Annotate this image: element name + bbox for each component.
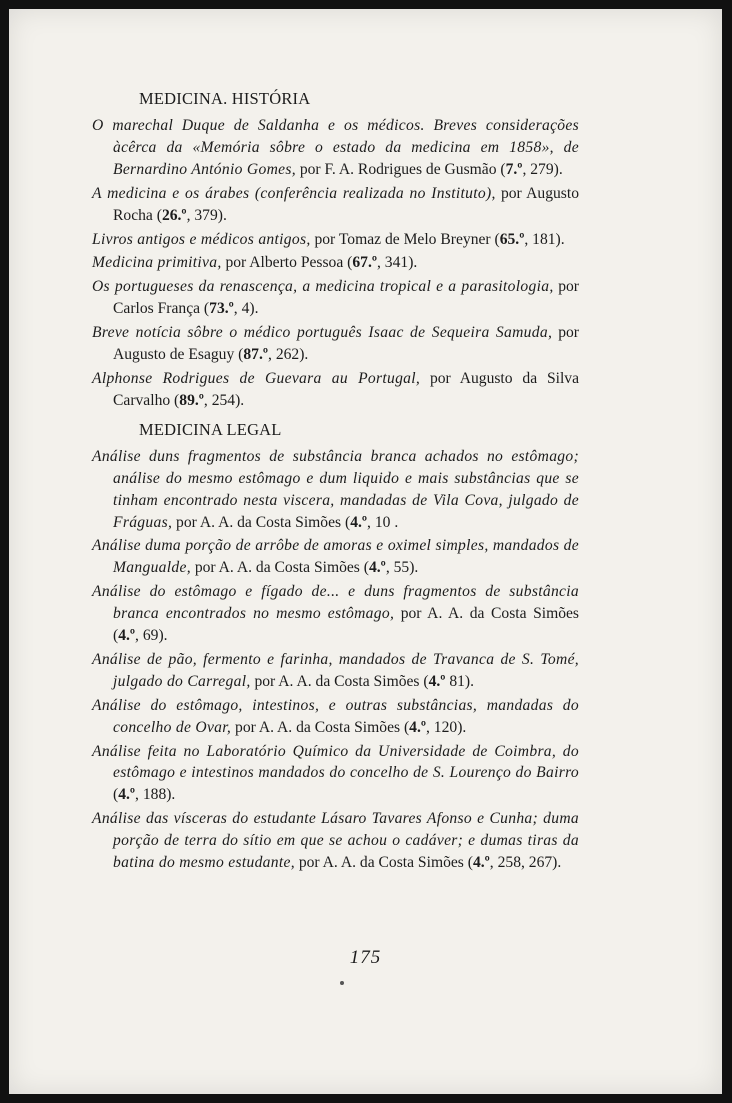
index-entry: Análise do estômago e fígado de... e duns fragmentos de substância branca encontrados no mesmo estômago, por A. A. da Costa Simões (4.º, 69). <box>92 583 579 645</box>
section-heading-legal: MEDICINA LEGAL <box>139 419 282 439</box>
index-entry: Análise duns fragmentos de substância branca achados no estômago; análise do mesmo estômago e dum liquido e mais substâncias que se tinham encontrado nesta viscera, mandadas de Vila Cova, julgado de Fráguas, por A. A. da Costa Simões (4.º, 10 . <box>92 447 579 531</box>
index-entry: Livros antigos e médicos antigos, por Tomaz de Melo Breyner (65.º, 181). <box>92 230 565 248</box>
index-content <box>92 87 579 876</box>
index-entry: Os portugueses da renascença, a medicina tropical e a parasitologia, por Carlos França (73.º, 4). <box>92 278 579 318</box>
index-entry: A medicina e os árabes (conferência realizada no Instituto), por Augusto Rocha (26.º, 379). <box>92 184 580 224</box>
index-entry: O marechal Duque de Saldanha e os médicos. Breves considerações àcêrca da «Memória sôbre o estado da medicina em 1858», de Bernardino António Gomes, por F. A. Rodrigues de Gusmão (7.º, 279). <box>92 117 579 178</box>
index-entry: Análise duma porção de arrôbe de amoras e oximel simples, mandados de Mangualde, por A. A. da Costa Simões (4.º, 55). <box>92 537 579 577</box>
page-number: 175 <box>349 947 382 968</box>
index-entry: Análise das vísceras do estudante Lásaro Tavares Afonso e Cunha; duma porção de terra do sítio em que se achou o cadáver; e dumas tiras da batina do mesmo estudante, por A. A. da Costa Simões (4.º, 258, 267). <box>92 810 579 872</box>
section-heading-historia: MEDICINA. HISTÓRIA <box>139 89 311 108</box>
index-entry: Medicina primitiva, por Alberto Pessoa (67.º, 341). <box>92 254 418 272</box>
ink-dot <box>340 981 344 985</box>
index-entry: Análise de pão, fermento e farinha, mandados de Travanca de S. Tomé, julgado do Carregal, por A. A. da Costa Simões (4.º 81). <box>92 650 579 690</box>
document-page <box>9 9 722 1094</box>
index-entry: Breve notícia sôbre o médico português Isaac de Sequeira Samuda, por Augusto de Esaguy (87.º, 262). <box>92 324 580 364</box>
index-entry: Análise feita no Laboratório Químico da Universidade de Coimbra, do estômago e intestinos mandados do concelho de S. Lourenço do Bairro (4.º, 188). <box>92 742 579 804</box>
index-entry: Análise do estômago, intestinos, e outras substâncias, mandadas do concelho de Ovar, por A. A. da Costa Simões (4.º, 120). <box>92 696 579 736</box>
index-entry: Alphonse Rodrigues de Guevara au Portugal, por Augusto da Silva Carvalho (89.º, 254). <box>92 369 579 409</box>
